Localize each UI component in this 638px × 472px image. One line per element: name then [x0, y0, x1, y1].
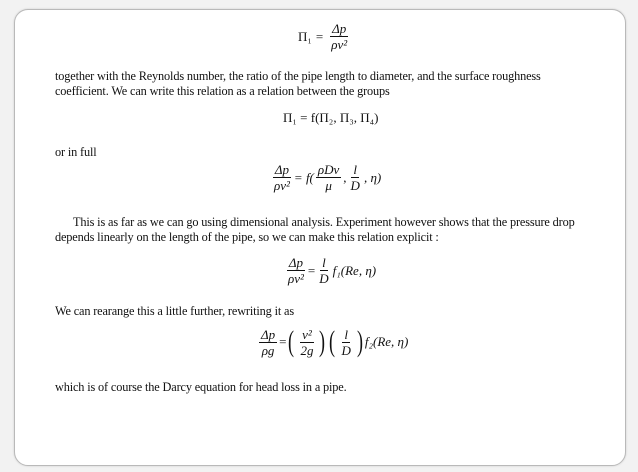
eq5-denominator: ρg — [261, 342, 275, 358]
eq3-fraction — [272, 163, 292, 192]
paragraph-reynolds: together with the Reynolds number, the ratio of the pipe length to diameter, and the surface roughness coefficient. We can write this relation as a relation between the groups — [55, 69, 541, 98]
eq1-numerator: Δp — [332, 21, 347, 36]
paragraph-rearrange: We can rearange this a little further, rewriting it as — [55, 304, 294, 318]
equation-darcy: $\frac{\Delta p}{\rho g}$ = ( $\frac{\text{v²}}{2g}$ ) ( $\frac{l}{D}$ ) f₂(Re, η) — [261, 325, 409, 358]
eq3-reynolds-denominator: μ — [325, 178, 332, 193]
eq5-tail: f₂(Re, η) — [364, 334, 409, 349]
eq3-length-denominator: D — [350, 178, 360, 193]
paragraph-dimensional-analysis: This is as far as we can go using dimensional analysis. Experiment however shows that the pressure drop depends linearly on the length of the pipe, so we can make this relation explicit : — [55, 215, 575, 244]
equation-full-form: $\frac{\Delta p}{\text{ρv²}}$ = f( $\frac{\text{ρDv}}{\mu}$ , $\frac{l}{D}$ , η) — [274, 162, 382, 193]
eq4-denominator: ρv² — [288, 271, 304, 286]
eq5-velocity-denominator: 2g — [300, 342, 314, 358]
eq2-text: Π₁ = f(Π₂, Π₃, Π₄) — [283, 110, 379, 125]
eq4-fraction — [286, 256, 306, 285]
eq5-length-fraction — [339, 328, 352, 357]
eq3-denominator: ρv² — [274, 178, 290, 193]
eq3-function: = f( — [293, 169, 314, 185]
paragraph-or-in-full: or in full — [55, 145, 97, 159]
eq5-length-numerator: l — [344, 326, 348, 342]
eq1-fraction — [329, 22, 349, 51]
eq3-reynolds-numerator: ρDv — [317, 162, 340, 177]
eq4-length-fraction — [317, 256, 330, 285]
eq4-numerator: Δp — [288, 255, 304, 270]
eq3-length-numerator: l — [353, 162, 358, 177]
eq3-length-fraction — [349, 163, 362, 192]
eq5-equals: = — [279, 334, 287, 349]
eq4-length-numerator: l — [322, 255, 326, 270]
eq5-velocity-fraction — [298, 328, 315, 357]
eq4-tail: f₁(Re, η) — [332, 262, 377, 278]
eq5-fraction — [259, 328, 277, 357]
eq5-velocity-numerator: v² — [302, 326, 312, 342]
eq1-denominator: ρv² — [331, 37, 348, 52]
eq5-length-denominator: D — [341, 342, 351, 358]
eq1-lhs: Π₁ — [298, 28, 312, 44]
eq3-reynolds-fraction — [316, 163, 341, 192]
eq3-tail: , η) — [363, 169, 382, 185]
eq4-length-denominator: D — [319, 271, 329, 286]
eq1-equals: = — [315, 28, 324, 44]
eq5-numerator: Δp — [261, 326, 276, 342]
equation-pi-groups — [283, 110, 379, 126]
paragraph-darcy-conclusion: which is of course the Darcy equation for head loss in a pipe. — [55, 380, 347, 394]
eq4-equals: = — [307, 262, 316, 278]
eq3-numerator: Δp — [274, 162, 290, 177]
equation-linear-length — [284, 256, 376, 285]
equation-pi1-definition — [298, 22, 351, 51]
